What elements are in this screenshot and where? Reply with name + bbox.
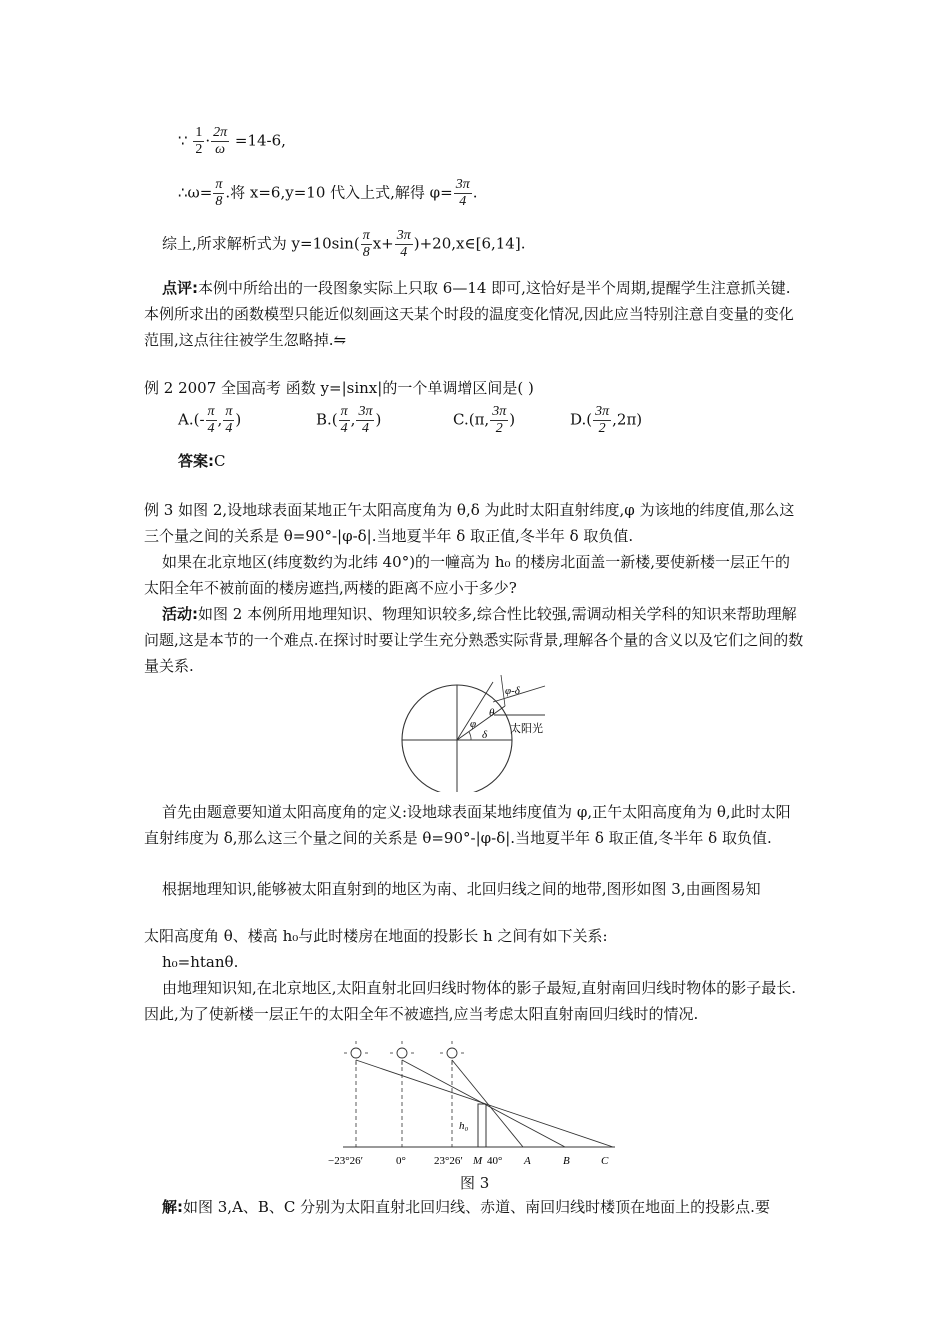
label-lat-40: 40° [487, 1155, 503, 1167]
answer-label: 答案: [178, 452, 214, 470]
paragraph-definition: 首先由题意要知道太阳高度角的定义:设地球表面某地纬度值为 φ,正午太阳高度角为 θ,此时太阳直射纬度为 δ,那么这三个量之间的关系是 θ=90°-|φ-δ|.当地夏半年 δ 取正值,冬半年 δ 取负值. [144, 803, 791, 847]
paragraph-relation: 太阳高度角 θ、楼高 h₀与此时楼房在地面的投影长 h 之间有如下关系: [144, 927, 608, 945]
solution-paragraph: 解:如图 3,A、B、C 分别为太阳直射北回归线、赤道、南回归线时楼顶在地面上的投影点.要 [162, 1198, 770, 1216]
option-c: C.(π, $\frac{3\pi}{2}$ ) [453, 404, 516, 437]
label-c: C [601, 1155, 609, 1167]
formula-line-2: ∴ω= $\frac{\pi}{8}$ .将 x=6,y=10 代入上式,解得 φ= $\frac{3\pi}{4}$ . [178, 177, 478, 210]
figure-3-caption: 图 3 [460, 1174, 490, 1192]
label-lat-south: −23°26′ [328, 1155, 364, 1167]
label-b: B [563, 1155, 570, 1167]
label-m: M [473, 1155, 483, 1167]
fraction: $\frac{\pi}{8}$ [215, 177, 223, 210]
option-d: D.( $\frac{3\pi}{2}$ ,2π) [570, 404, 643, 437]
paragraph-geography: 根据地理知识,能够被太阳直射到的地区为南、北回归线之间的地带,图形如图 3,由画图易知 [162, 880, 761, 898]
figure-3-diagram [325, 1040, 625, 1172]
label-phi: φ [470, 718, 477, 730]
fraction: $\frac{3\pi}{4}$ [396, 228, 411, 261]
figure-2-diagram [393, 672, 553, 792]
label-sunlight: 太阳光 [510, 723, 543, 735]
solution-label: 解: [162, 1198, 183, 1216]
answer-value: C [214, 452, 226, 470]
label-delta: δ [482, 729, 488, 741]
fraction: $\frac{3\pi}{4}$ [455, 177, 470, 210]
fraction: $\frac{2\pi}{\omega}$ [213, 125, 228, 158]
formula-line-1: ∵ $\frac{1}{2}$ · $\frac{2\pi}{\omega}$ =14-6, [178, 125, 286, 158]
label-a: A [524, 1155, 531, 1167]
activity-label: 活动: [162, 605, 198, 623]
example-3-paragraph-1: 例 3 如图 2,设地球表面某地正午太阳高度角为 θ,δ 为此时太阳直射纬度,φ 为该地的纬度值,那么这三个量之间的关系是 θ=90°-|φ-δ|.当地夏半年 δ 取正值,冬半年 δ 取负值. [144, 501, 795, 545]
example-3-paragraph-2: 如果在北京地区(纬度数约为北纬 40°)的一幢高为 h₀ 的楼房北面盖一新楼,要使新楼一层正午的太阳全年不被前面的楼房遮挡,两楼的距离不应小于多少? [144, 553, 791, 597]
option-a: A.(- $\frac{\pi}{4}$ , $\frac{\pi}{4}$ ) [178, 404, 242, 437]
label-phi-minus-delta: φ-δ [505, 685, 520, 697]
paragraph-shadow: 由地理知识知,在北京地区,太阳直射北回归线时物体的影子最短,直射南回归线时物体的影子最长.因此,为了使新楼一层正午的太阳全年不被遮挡,应当考虑太阳直射南回归线时的情况. [144, 979, 797, 1023]
because-symbol: ∵ [178, 131, 188, 150]
label-lat-equator: 0° [396, 1155, 406, 1167]
formula-h0: h₀=htanθ. [162, 953, 239, 971]
fraction: $\frac{\pi}{8}$ [362, 228, 370, 261]
fraction: $\frac{1}{2}$ [195, 125, 203, 158]
activity-paragraph: 活动:如图 2 本例所用地理知识、物理知识较多,综合性比较强,需调动相关学科的知识来帮助理解问题,这是本节的一个难点.在探讨时要让学生充分熟悉实际背景,理解各个量的含义以及它们之间的数量关系. [144, 605, 804, 675]
comment-paragraph: 点评:本例中所给出的一段图象实际上只取 6—14 即可,这恰好是半个周期,提醒学生注意抓关键.本例所求出的函数模型只能近似刻画这天某个时段的温度变化情况,因此应当特别注意自变量的变化范围,这点往往被学生忽略掉.⇋ [144, 279, 794, 349]
formula-line-3: 综上,所求解析式为 y=10sin( $\frac{\pi}{8}$ x+ $\frac{3\pi}{4}$ )+20,x∈[6,14]. [162, 228, 526, 261]
answer-line [178, 450, 225, 471]
option-b: B.( $\frac{\pi}{4}$ , $\frac{3\pi}{4}$ ) [316, 404, 382, 437]
example-2-question: 例 2 2007 全国高考 函数 y=|sinx|的一个单调增区间是( ) [144, 379, 534, 397]
label-theta: θ [489, 707, 495, 719]
comment-label: 点评: [162, 279, 198, 297]
label-h0: h₀ [459, 1120, 469, 1132]
label-lat-north: 23°26′ [434, 1155, 463, 1167]
